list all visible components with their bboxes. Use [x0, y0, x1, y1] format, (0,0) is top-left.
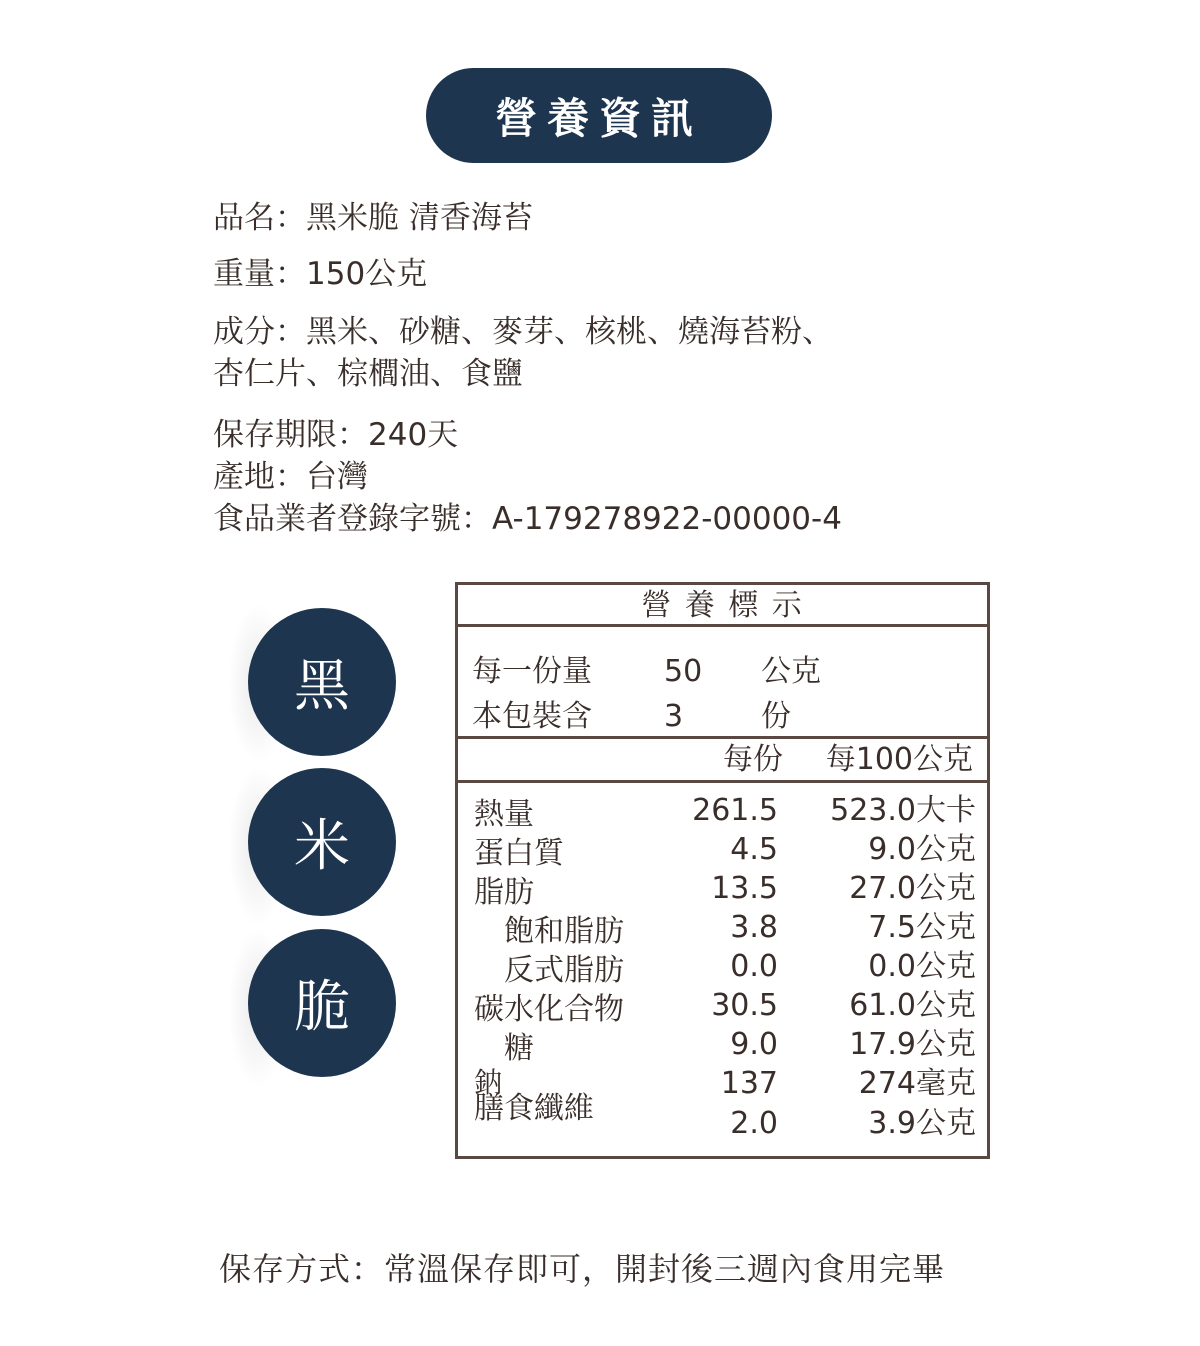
servings-value: 3: [664, 699, 684, 734]
badge-crisp: 脆: [248, 929, 396, 1077]
serving-size-label: 每一份量: [472, 654, 592, 689]
divider: [458, 736, 987, 739]
row-label-protein: 蛋白質: [474, 836, 564, 871]
row-100g-sugar: 17.9公克: [849, 1027, 976, 1062]
servings-unit: 份: [761, 699, 791, 734]
row-serving-sugar: 9.0: [730, 1027, 778, 1062]
row-label-sodium: 鈉: [474, 1066, 503, 1099]
col-per-serving: 每份: [723, 742, 783, 777]
row-label-sugar: 糖: [504, 1031, 534, 1066]
ingredients-line-2: 杏仁片、棕櫚油、食鹽: [213, 356, 523, 392]
row-100g-fat: 27.0公克: [849, 871, 976, 906]
row-serving-saturated-fat: 3.8: [730, 910, 778, 945]
row-label-fat: 脂肪: [474, 875, 534, 910]
divider: [458, 780, 987, 783]
row-serving-sodium: 137: [720, 1066, 778, 1101]
row-serving-trans-fat: 0.0: [730, 949, 778, 984]
servings-label: 本包裝含: [472, 699, 592, 734]
row-100g-dietary-fiber: 3.9公克: [868, 1106, 976, 1141]
row-label-carbohydrate: 碳水化合物: [474, 992, 624, 1027]
row-label-saturated-fat: 飽和脂肪: [504, 914, 624, 949]
title-badge: 營養資訊: [426, 68, 772, 163]
nutrition-panel: [455, 582, 990, 1159]
badge-rice: 米: [248, 768, 396, 916]
row-100g-trans-fat: 0.0公克: [868, 949, 976, 984]
row-label-calories: 熱量: [474, 797, 534, 832]
divider: [458, 624, 987, 627]
row-label-trans-fat: 反式脂肪: [504, 953, 624, 988]
row-100g-saturated-fat: 7.5公克: [868, 910, 976, 945]
shelf-life-line: 保存期限：240天: [213, 417, 459, 453]
storage-note: 保存方式：常溫保存即可，開封後三週內食用完畢: [219, 1250, 946, 1288]
badge-black: 黑: [248, 608, 396, 756]
ingredients-line-1: 成分：黑米、砂糖、麥芽、核桃、燒海苔粉、: [213, 314, 833, 350]
origin-line: 產地：台灣: [213, 459, 368, 495]
row-serving-dietary-fiber: 2.0: [730, 1106, 778, 1141]
row-100g-sodium: 274毫克: [858, 1066, 976, 1101]
row-label-dietary-fiber: 膳食纖維: [474, 1091, 594, 1126]
serving-size-unit: 公克: [761, 654, 821, 689]
col-per-100g: 每100公克: [825, 742, 973, 777]
row-serving-calories: 261.5: [692, 793, 778, 828]
registration-line: 食品業者登錄字號：A-179278922-00000-4: [213, 501, 842, 537]
row-100g-calories: 523.0大卡: [830, 793, 976, 828]
product-name-line: 品名：黑米脆 清香海苔: [213, 200, 533, 236]
row-100g-carbohydrate: 61.0公克: [849, 988, 976, 1023]
nutrition-title: 營 養 標 示: [641, 588, 804, 623]
row-serving-protein: 4.5: [730, 832, 778, 867]
serving-size-value: 50: [664, 654, 703, 689]
row-serving-carbohydrate: 30.5: [711, 988, 778, 1023]
row-serving-fat: 13.5: [711, 871, 778, 906]
product-weight-line: 重量：150公克: [213, 256, 428, 292]
row-100g-protein: 9.0公克: [868, 832, 976, 867]
